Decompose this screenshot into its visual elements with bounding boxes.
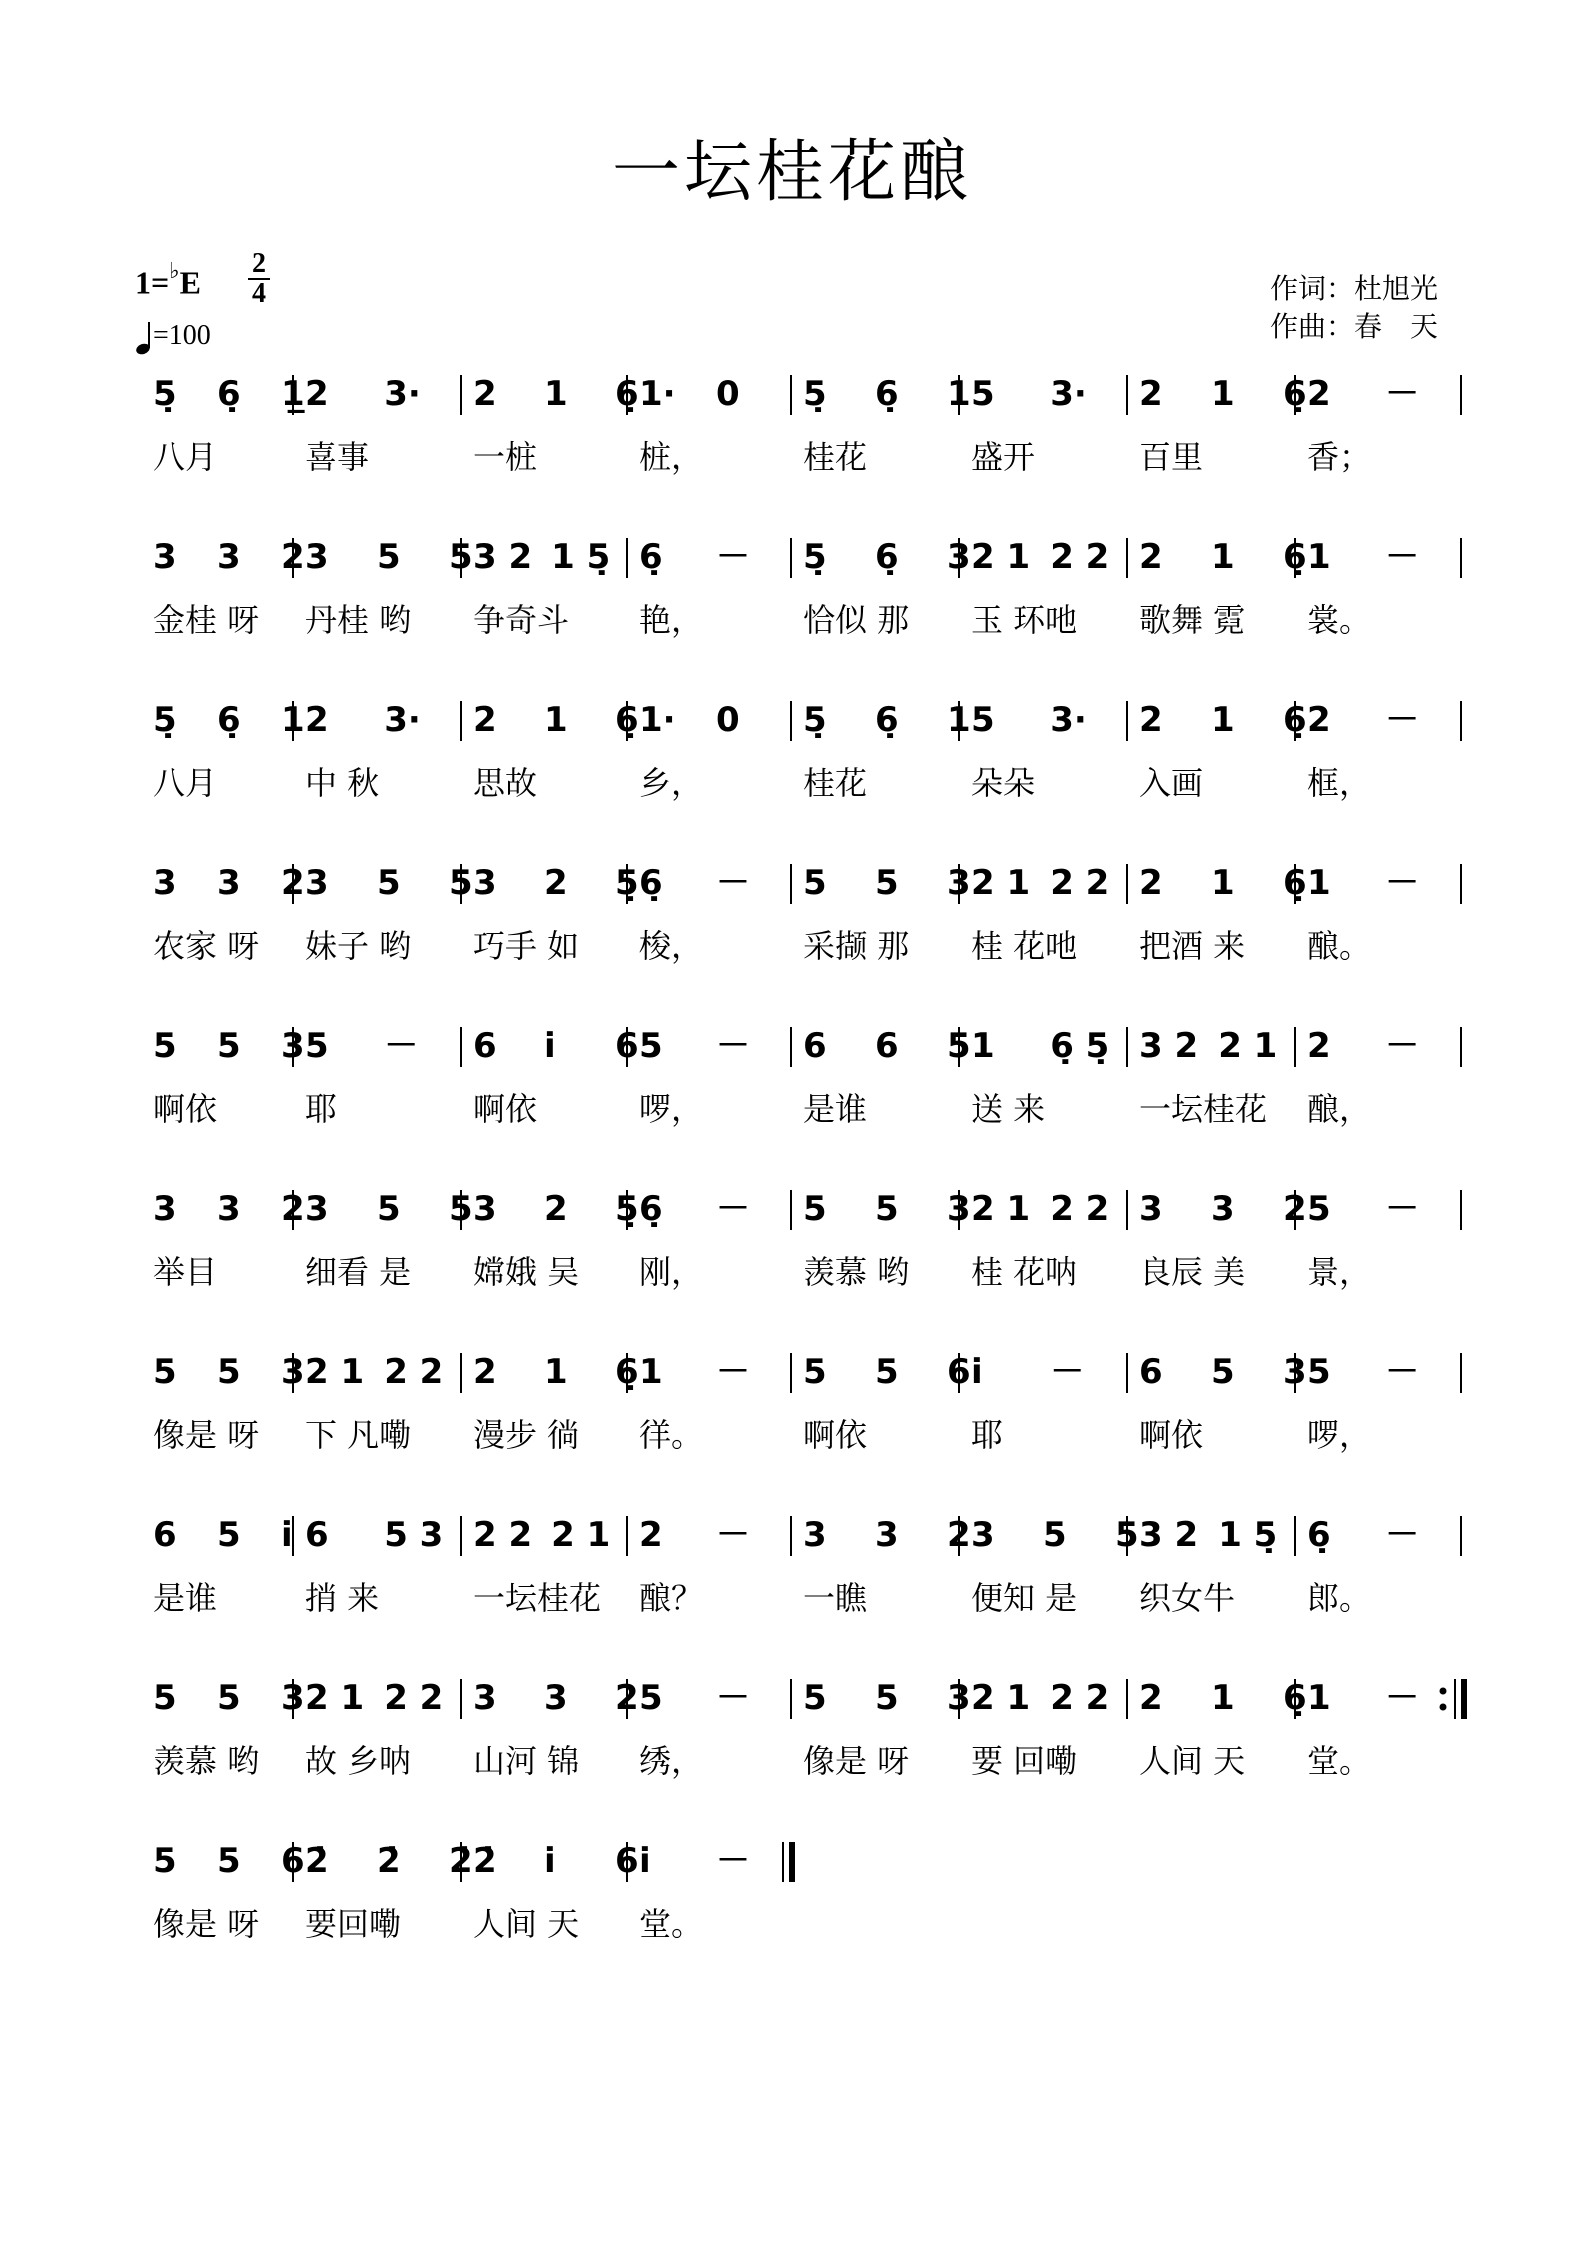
lyric: 啰， xyxy=(639,1090,704,1128)
lyric: 一坛桂花 xyxy=(1139,1090,1268,1128)
note: 2 2 xyxy=(384,1352,444,1392)
note: 6 xyxy=(281,1841,305,1881)
note: 6̣ xyxy=(615,700,639,740)
note: 1 xyxy=(1211,700,1235,740)
note: 5 xyxy=(639,1026,663,1066)
note: 6̣ xyxy=(639,537,663,577)
note: 6̣ xyxy=(615,374,639,414)
note: 3 xyxy=(947,1189,971,1229)
note: 5 xyxy=(305,1026,329,1066)
note: 5 xyxy=(875,863,899,903)
note: 3 xyxy=(947,863,971,903)
note: － xyxy=(1385,1352,1420,1392)
note: 2 xyxy=(1139,863,1163,903)
note: － xyxy=(1385,1189,1420,1229)
note: 3 xyxy=(544,1678,568,1718)
note: 2 xyxy=(544,1189,568,1229)
lyric: 恰似 那 xyxy=(803,601,910,639)
lyric: 便知 是 xyxy=(971,1579,1078,1617)
note: 5 xyxy=(153,1841,177,1881)
note: 5 xyxy=(449,863,473,903)
note: 6 xyxy=(1139,1352,1163,1392)
note: 3 xyxy=(473,1678,497,1718)
note: 2 xyxy=(473,374,497,414)
note: i̇ xyxy=(544,1026,556,1066)
note: 5 xyxy=(449,537,473,577)
composer: 作曲：春 天 xyxy=(1270,310,1439,343)
note: 5 xyxy=(153,1352,177,1392)
lyric: 酿。 xyxy=(1307,927,1372,965)
note: 5 xyxy=(803,1189,827,1229)
note: 2 2 xyxy=(1050,1189,1110,1229)
lyric: 举目 xyxy=(153,1253,218,1291)
lyric: 歌舞 霓 xyxy=(1139,601,1246,639)
note: 2 xyxy=(544,863,568,903)
note: 3 xyxy=(305,537,329,577)
lyric: 思故 xyxy=(473,764,538,802)
tempo-mark: =100 xyxy=(135,320,211,355)
note: － xyxy=(1385,1515,1420,1555)
note: － xyxy=(1385,1678,1420,1718)
note: － xyxy=(1385,863,1420,903)
lyric: 一瞧 xyxy=(803,1579,868,1617)
lyric: 啊依 xyxy=(803,1416,868,1454)
note: 2 xyxy=(1139,374,1163,414)
lyric: 人间 天 xyxy=(1139,1742,1246,1780)
note: 2 xyxy=(1139,537,1163,577)
note: 3· xyxy=(1050,374,1087,414)
lyric: 金桂 呀 xyxy=(153,601,260,639)
note: 6̣ xyxy=(1283,700,1307,740)
note: 5 xyxy=(803,1678,827,1718)
note: 2 xyxy=(947,1515,971,1555)
note: 3 xyxy=(305,1189,329,1229)
lyric: 堂。 xyxy=(1307,1742,1372,1780)
note: 5̣ xyxy=(615,1189,639,1229)
meter-bottom: 4 xyxy=(252,278,266,309)
note: 2 2 xyxy=(1050,1678,1110,1718)
lyric: 山河 锦 xyxy=(473,1742,580,1780)
note: 5 xyxy=(947,1026,971,1066)
note: 1̲ xyxy=(281,374,305,414)
note: 2 1 xyxy=(305,1352,365,1392)
note: 3 xyxy=(153,863,177,903)
note: 3 2 xyxy=(1139,1026,1199,1066)
page-title: 一坛桂花酿 xyxy=(611,133,972,212)
lyric: 一桩 xyxy=(473,438,538,476)
lyric: 要回嘞 xyxy=(305,1905,402,1943)
lyric: 乡， xyxy=(639,764,704,802)
note: 6 xyxy=(615,1841,639,1881)
note: 2 xyxy=(1307,700,1331,740)
note: 3 xyxy=(473,863,497,903)
lyric: 酿， xyxy=(1307,1090,1372,1128)
note: 1 xyxy=(1211,1678,1235,1718)
note: 5 xyxy=(1043,1515,1067,1555)
final-bar-thick xyxy=(789,1842,795,1882)
note: 2̇ xyxy=(473,1841,497,1881)
note: 3 xyxy=(305,863,329,903)
note: 2 xyxy=(305,374,329,414)
note: 3 xyxy=(947,1678,971,1718)
lyric: 啊依 xyxy=(473,1090,538,1128)
note: 6 xyxy=(473,1026,497,1066)
note: 1 xyxy=(947,700,971,740)
note: 2 2 xyxy=(1050,863,1110,903)
lyric: 织女牛 xyxy=(1139,1579,1236,1617)
note: 6̣ xyxy=(639,1189,663,1229)
note: 3 xyxy=(1283,1352,1307,1392)
lyric: 盛开 xyxy=(971,438,1036,476)
note: i̇ xyxy=(639,1841,651,1881)
lyric: 桩， xyxy=(639,438,704,476)
note: 1 5̣ xyxy=(551,537,611,577)
note: － xyxy=(716,1841,750,1881)
lyric: 像是 呀 xyxy=(153,1416,260,1454)
repeat-dot xyxy=(1440,1704,1447,1711)
note: 5 xyxy=(971,700,995,740)
note: 5 xyxy=(153,1678,177,1718)
note: 6 xyxy=(615,1026,639,1066)
note: 1 xyxy=(1211,863,1235,903)
note: 5 3 xyxy=(384,1515,444,1555)
note: 1 xyxy=(1307,863,1331,903)
lyric: 堂。 xyxy=(639,1905,704,1943)
lyric: 下 凡嘞 xyxy=(305,1416,412,1454)
note: 3 2 xyxy=(473,537,533,577)
note: 1 xyxy=(1211,374,1235,414)
note: 5 xyxy=(153,1026,177,1066)
note: 5 xyxy=(803,863,827,903)
note: 6̣ xyxy=(1307,1515,1331,1555)
note: 3 xyxy=(875,1515,899,1555)
note: 2 xyxy=(615,1678,639,1718)
lyric: 送 来 xyxy=(971,1090,1046,1128)
note: 2 xyxy=(1307,1026,1331,1066)
lyric: 玉 环吔 xyxy=(971,601,1078,639)
note: 5 xyxy=(377,863,401,903)
note: 5 xyxy=(639,1678,663,1718)
note: i̇ xyxy=(281,1515,293,1555)
note: 5̣ xyxy=(803,700,827,740)
lyric: 羡慕 哟 xyxy=(803,1253,910,1291)
note: 1 xyxy=(1307,1678,1331,1718)
note: － xyxy=(1385,537,1420,577)
lyric: 啊依 xyxy=(153,1090,218,1128)
note: 1· xyxy=(639,700,676,740)
lyric: 妹子 哟 xyxy=(305,927,412,965)
note: 3 xyxy=(153,1189,177,1229)
note: 2 1 xyxy=(971,537,1031,577)
note: 3 xyxy=(217,863,241,903)
note: 3 xyxy=(1211,1189,1235,1229)
lyric: 嫦娥 吴 xyxy=(473,1253,580,1291)
note: 2 xyxy=(1307,374,1331,414)
lyric: 耶 xyxy=(305,1090,338,1128)
note: 5̣ xyxy=(153,700,177,740)
note: 2 xyxy=(281,537,305,577)
lyric: 朵朵 xyxy=(971,764,1036,802)
note: 3 xyxy=(281,1678,305,1718)
note: － xyxy=(716,863,750,903)
note: 1 xyxy=(639,1352,663,1392)
repeat-dot xyxy=(1440,1688,1447,1695)
lyric: 啰， xyxy=(1307,1416,1372,1454)
note: 6̣ 5̣ xyxy=(1050,1026,1110,1066)
note: 5̣ xyxy=(153,374,177,414)
note: 3 xyxy=(153,537,177,577)
note: 6̣ xyxy=(875,374,899,414)
note: 5 xyxy=(875,1352,899,1392)
note: 3 xyxy=(1139,1189,1163,1229)
lyric: 桂 花吔 xyxy=(971,927,1078,965)
lyric: 细看 是 xyxy=(305,1253,412,1291)
lyric: 啊依 xyxy=(1139,1416,1204,1454)
lyric: 良辰 美 xyxy=(1139,1253,1246,1291)
note: 6̣ xyxy=(1283,1678,1307,1718)
note: 2 xyxy=(1139,700,1163,740)
note: 6̣ xyxy=(1283,863,1307,903)
lyric: 故 乡呐 xyxy=(305,1742,412,1780)
note: 2 xyxy=(1139,1678,1163,1718)
note: 5̣ xyxy=(615,863,639,903)
lyric: 桂花 xyxy=(803,764,868,802)
note: 1 xyxy=(947,374,971,414)
note: 5̣ xyxy=(803,537,827,577)
note: 6̣ xyxy=(1283,537,1307,577)
note: 2 xyxy=(473,700,497,740)
note: 3 xyxy=(947,537,971,577)
note: 1 xyxy=(1211,537,1235,577)
note: 5 xyxy=(217,1841,241,1881)
note: 2 xyxy=(281,1189,305,1229)
key-signature: 1=♭E xyxy=(135,258,201,301)
note: 5 xyxy=(217,1026,241,1066)
lyric: 像是 呀 xyxy=(803,1742,910,1780)
note: － xyxy=(716,1189,750,1229)
note: 2 1 xyxy=(1218,1026,1278,1066)
note: 6 xyxy=(305,1515,329,1555)
note: 5 xyxy=(217,1352,241,1392)
lyric: 是谁 xyxy=(803,1090,868,1128)
note: 1 xyxy=(544,374,568,414)
lyric: 八月 xyxy=(153,764,218,802)
note: 5 xyxy=(1307,1352,1331,1392)
lyric: 一坛桂花 xyxy=(473,1579,602,1617)
lyric: 艳， xyxy=(639,601,704,639)
note: 1 5̣ xyxy=(1218,1515,1278,1555)
note: 5 xyxy=(377,1189,401,1229)
note: 2̇ xyxy=(449,1841,473,1881)
note: － xyxy=(716,1515,750,1555)
lyricist: 作词：杜旭光 xyxy=(1270,272,1439,305)
note: － xyxy=(384,1026,419,1066)
lyric: 梭， xyxy=(639,927,704,965)
note: 2 1 xyxy=(971,863,1031,903)
note: 5 xyxy=(217,1678,241,1718)
note: 5 xyxy=(875,1678,899,1718)
lyric: 要 回嘞 xyxy=(971,1742,1078,1780)
note: 6̣ xyxy=(217,374,241,414)
note: 1 xyxy=(1307,537,1331,577)
note: 3· xyxy=(1050,700,1087,740)
lyric: 巧手 如 xyxy=(473,927,580,965)
lyric: 农家 呀 xyxy=(153,927,260,965)
note: i̇ xyxy=(544,1841,556,1881)
note: 2 xyxy=(639,1515,663,1555)
note: 2 1 xyxy=(971,1189,1031,1229)
note: 6 xyxy=(947,1352,971,1392)
lyric: 八月 xyxy=(153,438,218,476)
note: 5 xyxy=(803,1352,827,1392)
lyric: 人间 天 xyxy=(473,1905,580,1943)
note: 6 xyxy=(803,1026,827,1066)
note: － xyxy=(716,537,750,577)
note: 5 xyxy=(1211,1352,1235,1392)
lyric: 捎 来 xyxy=(305,1579,380,1617)
lyric: 桂 花呐 xyxy=(971,1253,1078,1291)
note: 2̇ xyxy=(305,1841,329,1881)
note: 5 xyxy=(1115,1515,1139,1555)
note: 0 xyxy=(716,700,740,740)
note: 5 xyxy=(971,374,995,414)
meter-top: 2 xyxy=(252,248,266,279)
note: 2 1 xyxy=(971,1678,1031,1718)
lyric: 郎。 xyxy=(1307,1579,1372,1617)
lyric: 框， xyxy=(1307,764,1372,802)
lyric: 绣， xyxy=(639,1742,704,1780)
note: 3 xyxy=(217,537,241,577)
note: 6̣ xyxy=(639,863,663,903)
lyric: 入画 xyxy=(1139,764,1204,802)
lyric: 徉。 xyxy=(639,1416,704,1454)
note: 3· xyxy=(384,374,421,414)
lyric: 酿？ xyxy=(639,1579,704,1617)
note: 6̣ xyxy=(1283,374,1307,414)
note: － xyxy=(716,1678,750,1718)
note: 2 xyxy=(1283,1189,1307,1229)
lyric: 羡慕 哟 xyxy=(153,1742,260,1780)
note: 5 xyxy=(1307,1189,1331,1229)
lyric: 喜事 xyxy=(305,438,370,476)
note: 6 xyxy=(153,1515,177,1555)
note: 3· xyxy=(384,700,421,740)
note: 6̣ xyxy=(217,700,241,740)
note: 1 xyxy=(971,1026,995,1066)
note: 6̣ xyxy=(875,700,899,740)
note: 6̣ xyxy=(875,537,899,577)
note: 2 2 xyxy=(473,1515,533,1555)
note: 1 xyxy=(544,1352,568,1392)
note: 2 2 xyxy=(384,1678,444,1718)
note: 5 xyxy=(217,1515,241,1555)
note: 2 1 xyxy=(551,1515,611,1555)
note: 5 xyxy=(875,1189,899,1229)
note: 6 xyxy=(875,1026,899,1066)
lyric: 耶 xyxy=(971,1416,1004,1454)
note: 5 xyxy=(449,1189,473,1229)
note: 5 xyxy=(377,537,401,577)
note: － xyxy=(716,1352,750,1392)
repeat-bar-thick xyxy=(1461,1679,1467,1719)
note: 1 xyxy=(281,700,305,740)
note: 3 xyxy=(803,1515,827,1555)
note: 3 xyxy=(971,1515,995,1555)
lyric: 是谁 xyxy=(153,1579,218,1617)
note: 1· xyxy=(639,374,676,414)
note: － xyxy=(1385,374,1420,414)
lyric: 中 秋 xyxy=(305,764,380,802)
note: 3 xyxy=(281,1026,305,1066)
lyric: 桂花 xyxy=(803,438,868,476)
note: 1 xyxy=(544,700,568,740)
note: i̇ xyxy=(971,1352,983,1392)
lyric: 采撷 那 xyxy=(803,927,910,965)
note: 2 2 xyxy=(1050,537,1110,577)
note: 3 xyxy=(281,1352,305,1392)
note: 2̇ xyxy=(377,1841,401,1881)
note: 5̣ xyxy=(803,374,827,414)
note: 3 xyxy=(217,1189,241,1229)
lyric: 像是 呀 xyxy=(153,1905,260,1943)
lyric: 把酒 来 xyxy=(1139,927,1246,965)
note: － xyxy=(1050,1352,1085,1392)
note: 2 xyxy=(281,863,305,903)
lyric: 漫步 徜 xyxy=(473,1416,580,1454)
lyric: 争奇斗 xyxy=(473,601,570,639)
lyric: 丹桂 哟 xyxy=(305,601,412,639)
note: － xyxy=(716,1026,750,1066)
note: 6̣ xyxy=(615,1352,639,1392)
note: 3 2 xyxy=(1139,1515,1199,1555)
note: － xyxy=(1385,700,1420,740)
lyric: 刚， xyxy=(639,1253,704,1291)
flat-icon: ♭ xyxy=(169,258,180,283)
note: 0 xyxy=(716,374,740,414)
note: 2 xyxy=(473,1352,497,1392)
note: 2 1 xyxy=(305,1678,365,1718)
note: 3 xyxy=(473,1189,497,1229)
lyric: 百里 xyxy=(1139,438,1204,476)
lyric: 裳。 xyxy=(1307,601,1372,639)
lyric: 景， xyxy=(1307,1253,1372,1291)
note: 2 xyxy=(305,700,329,740)
lyric: 香； xyxy=(1307,438,1372,476)
note: － xyxy=(1385,1026,1420,1066)
